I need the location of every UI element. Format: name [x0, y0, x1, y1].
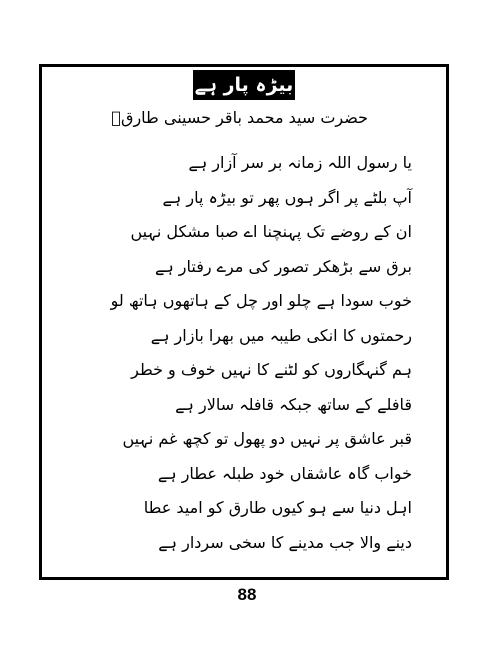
- verse-line: قافلے کے ساتھ جبکہ قافلہ سالار ہے: [175, 394, 412, 414]
- verse-line: رحمتوں کا انکی طیبہ میں بھرا بازار ہے: [150, 325, 412, 345]
- verse-line: برق سے بڑھکر تصور کی مرے رفتار ہے: [154, 256, 412, 276]
- verse-line: قبر عاشق پر نہیں دو پھول تو کچھ غم نہیں: [122, 429, 412, 448]
- verse-line: دینے والا جب مدینے کا سخی سردار ہے: [158, 532, 412, 552]
- poet-name: حضرت سید محمد باقر حسینی طارقؔ: [111, 108, 368, 127]
- verse-line: یا رسول اللہ زمانہ بر سر آزار ہے: [188, 153, 412, 172]
- verse-line: خواب گاہ عاشقاں خود طبلہ عطار ہے: [157, 463, 412, 483]
- verse-line: اہل دنیا سے ہو کیوں طارق کو امید عطا: [143, 498, 412, 517]
- poem-verses: [72, 146, 412, 560]
- poem-title: بیڑہ پار ہے: [193, 70, 295, 100]
- verse-line: آپ بلٹے پر اگر ہوں پھر تو بیڑہ پار ہے: [162, 187, 412, 207]
- verse-line: خوب سودا ہے چلو اور چل کے ہاتھوں ہاتھ لو: [110, 291, 412, 310]
- verse-line: ہم گنہگاروں کو لٹنے کا نہیں خوف و خطر: [131, 360, 412, 379]
- page-number: 88: [237, 585, 257, 604]
- verse-line: ان کے روضے تک پہنچنا اے صبا مشکل نہیں: [130, 222, 412, 241]
